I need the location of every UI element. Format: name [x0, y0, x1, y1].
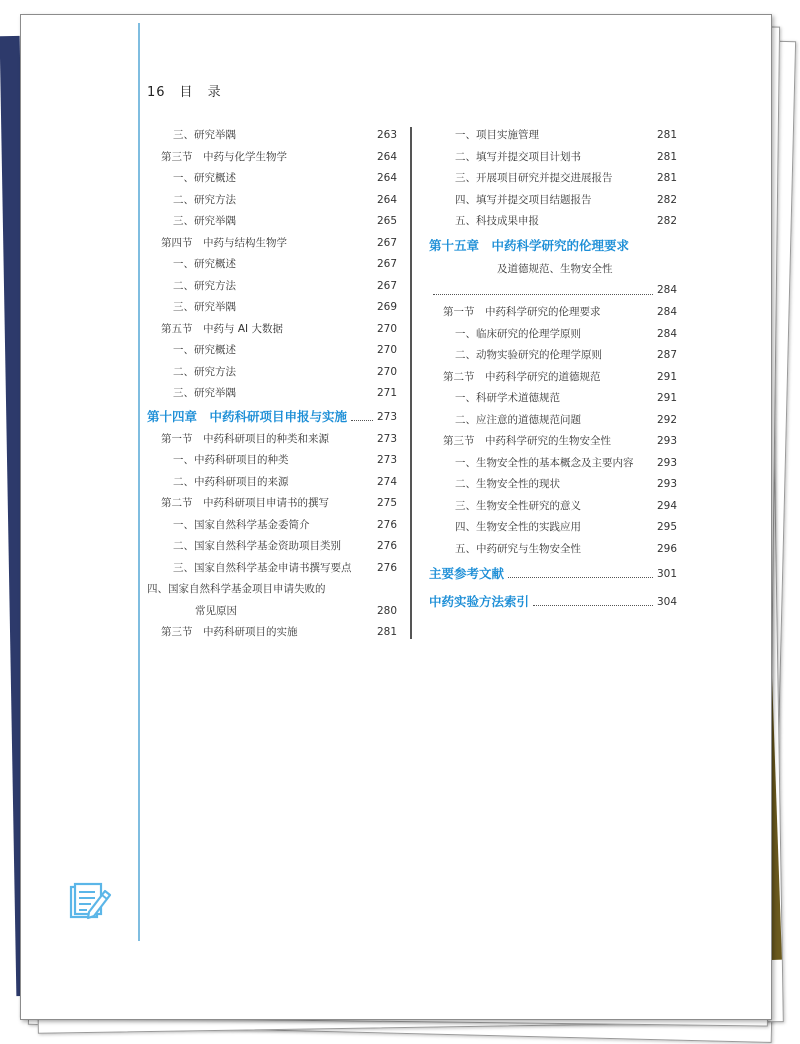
- toc-entry-title: 中药实验方法索引: [429, 594, 530, 609]
- toc-entry-page: 264: [376, 150, 397, 163]
- toc-entry-title: 一、研究概述: [173, 172, 236, 184]
- toc-entry-title: 及道德规范、生物安全性: [497, 262, 613, 275]
- toc-entry-title: 第十五章 中药科学研究的伦理要求: [429, 237, 630, 253]
- toc-entry-title: 一、生物安全性的基本概念及主要内容: [455, 456, 634, 469]
- toc-entry-page: 270: [376, 365, 397, 378]
- right-entry: [429, 410, 677, 432]
- toc-entry-title: 主要参考文献: [429, 566, 505, 581]
- toc-entry-page: 292: [656, 413, 677, 426]
- toc-entry-page: 291: [656, 370, 677, 383]
- left-entry: [147, 601, 397, 623]
- right-entry: [429, 302, 677, 324]
- right-entry: [429, 560, 677, 588]
- toc-entry-page: 294: [656, 499, 677, 512]
- toc-entry-page: 270: [376, 322, 397, 335]
- toc-entry-title: 二、国家自然科学基金资助项目类别: [173, 540, 341, 552]
- toc-entry-title: 二、研究方法: [173, 279, 236, 292]
- toc-entry-title: 三、生物安全性研究的意义: [455, 499, 581, 512]
- toc-entry-page: 293: [656, 435, 677, 447]
- toc-entry-title: 第一节 中药科学研究的伦理要求: [443, 306, 601, 318]
- column-divider: [410, 127, 412, 639]
- toc-entry-title: 第五节 中药与 AI 大数据: [161, 322, 283, 335]
- toc-entry-title: 第十四章 中药科研项目申报与实施: [147, 408, 348, 424]
- toc-entry-page: 265: [376, 215, 397, 227]
- toc-entry-title: 五、科技成果申报: [455, 215, 539, 227]
- toc-entry-page: 291: [656, 392, 677, 404]
- toc-entry-title: 一、中药科研项目的种类: [173, 454, 289, 466]
- toc-entry-title: 二、生物安全性的现状: [455, 478, 560, 490]
- toc-entry-page: 287: [656, 349, 677, 361]
- toc-entry-page: 293: [656, 478, 677, 490]
- right-entry: [429, 367, 677, 389]
- dot-leader: [351, 420, 373, 421]
- toc-entry-page: 273: [376, 454, 397, 466]
- toc-entry-title: 一、研究概述: [173, 258, 236, 270]
- toc-entry-title: 三、研究举隅: [173, 129, 236, 141]
- left-entry: [147, 168, 397, 190]
- toc-left-column: [147, 125, 397, 644]
- toc-entry-page: 267: [376, 236, 397, 249]
- toc-entry-page: 267: [376, 258, 397, 270]
- dot-leader: [533, 605, 653, 606]
- toc-entry-title: 五、中药研究与生物安全性: [455, 542, 581, 555]
- toc-entry-title: 第三节 中药科学研究的生物安全性: [443, 435, 611, 447]
- toc-entry-page: 269: [376, 301, 397, 313]
- toc-entry-page: 276: [376, 540, 397, 552]
- left-entry: [147, 125, 397, 147]
- right-entry: [429, 345, 677, 367]
- toc-right-column: [429, 125, 677, 616]
- toc-entry-page: 284: [656, 306, 677, 318]
- header-title-1: 目: [179, 85, 194, 100]
- left-entry: [147, 190, 397, 212]
- toc-entry-page: 282: [656, 215, 677, 227]
- right-entry: [429, 496, 677, 518]
- toc-entry-page: 282: [656, 193, 677, 206]
- toc-entry-page: 301: [656, 568, 677, 580]
- left-entry: [147, 211, 397, 233]
- toc-entry-title: 四、填写并提交项目结题报告: [455, 193, 592, 206]
- left-entry: [147, 515, 397, 537]
- toc-entry-title: 二、应注意的道德规范问题: [455, 413, 581, 426]
- toc-entry-title: 三、研究举隅: [173, 301, 236, 313]
- dot-leader: [508, 577, 653, 578]
- right-entry: [429, 539, 677, 561]
- toc-entry-title: 三、开展项目研究并提交进展报告: [455, 172, 613, 184]
- left-entry: [147, 429, 397, 451]
- toc-entry-title: 第四节 中药与结构生物学: [161, 236, 287, 249]
- left-entry: [147, 297, 397, 319]
- right-entry: [429, 233, 677, 259]
- left-entry: [147, 493, 397, 515]
- toc-entry-title: 一、国家自然科学基金委简介: [173, 518, 310, 531]
- right-entry: [429, 388, 677, 410]
- toc-entry-title: 三、研究举隅: [173, 387, 236, 399]
- right-entry: [429, 211, 677, 233]
- right-entry: [429, 125, 677, 147]
- right-entry: [429, 453, 677, 475]
- margin-rule: [138, 23, 140, 941]
- toc-entry-title: 二、研究方法: [173, 193, 236, 206]
- left-entry: [147, 383, 397, 405]
- toc-entry-title: 一、科研学术道德规范: [455, 392, 560, 404]
- right-entry: [429, 168, 677, 190]
- left-entry: [147, 276, 397, 298]
- toc-entry-page: 270: [376, 344, 397, 356]
- left-entry: [147, 362, 397, 384]
- notepad-pencil-icon: [65, 879, 113, 927]
- page-number: 16: [147, 85, 166, 100]
- left-entry: [147, 472, 397, 494]
- toc-entry-page: 304: [656, 596, 677, 608]
- toc-entry-page: 293: [656, 456, 677, 469]
- toc-entry-page: 281: [376, 626, 397, 638]
- toc-entry-title: 二、动物实验研究的伦理学原则: [455, 349, 602, 361]
- toc-entry-page: 276: [376, 518, 397, 531]
- toc-entry-page: 274: [376, 475, 397, 488]
- toc-entry-page: 264: [376, 172, 397, 184]
- left-entry: [147, 622, 397, 644]
- toc-entry-page: 263: [376, 129, 397, 141]
- left-entry: [147, 405, 397, 429]
- toc-entry-title: 二、研究方法: [173, 365, 236, 378]
- toc-entry-page: 273: [376, 410, 397, 423]
- toc-entry-title: 一、研究概述: [173, 344, 236, 356]
- toc-entry-page: 275: [376, 497, 397, 509]
- toc-entry-title: 四、生物安全性的实践应用: [455, 521, 581, 533]
- toc-entry-title: 二、中药科研项目的来源: [173, 475, 289, 488]
- toc-entry-title: 第三节 中药科研项目的实施: [161, 626, 298, 638]
- dot-leader: [433, 294, 653, 295]
- right-entry: [429, 147, 677, 169]
- toc-entry-page: 281: [656, 129, 677, 141]
- right-entry: [429, 280, 677, 302]
- left-entry: [147, 558, 397, 580]
- right-entry: [429, 190, 677, 212]
- toc-entry-page: 280: [376, 604, 397, 617]
- right-entry: [429, 259, 677, 281]
- toc-entry-page: 264: [376, 193, 397, 206]
- toc-entry-page: 284: [656, 327, 677, 340]
- toc-entry-page: 267: [376, 279, 397, 292]
- toc-entry-title: 第二节 中药科研项目申请书的撰写: [161, 497, 329, 509]
- running-header: [147, 81, 222, 100]
- toc-entry-title: 一、临床研究的伦理学原则: [455, 327, 581, 340]
- toc-entry-title: 常见原因: [195, 604, 237, 617]
- left-entry: [147, 450, 397, 472]
- left-entry: [147, 579, 397, 601]
- header-title-2: 录: [207, 85, 222, 100]
- toc-entry-title: 第二节 中药科学研究的道德规范: [443, 370, 601, 383]
- toc-entry-page: 295: [656, 521, 677, 533]
- left-entry: [147, 254, 397, 276]
- toc-entry-title: 四、国家自然科学基金项目申请失败的: [147, 583, 326, 595]
- toc-entry-title: 第一节 中药科研项目的种类和来源: [161, 432, 329, 445]
- left-entry: [147, 233, 397, 255]
- toc-entry-title: 二、填写并提交项目计划书: [455, 150, 581, 163]
- right-entry: [429, 588, 677, 616]
- toc-entry-page: 271: [376, 387, 397, 399]
- toc-entry-page: 273: [376, 432, 397, 445]
- right-entry: [429, 474, 677, 496]
- toc-entry-page: 276: [376, 561, 397, 574]
- right-entry: [429, 517, 677, 539]
- toc-entry-title: 一、项目实施管理: [455, 129, 539, 141]
- toc-entry-page: 296: [656, 542, 677, 555]
- toc-entry-page: 284: [656, 284, 677, 296]
- right-entry: [429, 431, 677, 453]
- toc-entry-title: 三、国家自然科学基金申请书撰写要点: [173, 561, 352, 574]
- left-entry: [147, 536, 397, 558]
- toc-entry-title: 三、研究举隅: [173, 215, 236, 227]
- left-entry: [147, 319, 397, 341]
- left-entry: [147, 147, 397, 169]
- toc-page: [20, 14, 772, 1020]
- toc-entry-title: 第三节 中药与化学生物学: [161, 150, 287, 163]
- left-entry: [147, 340, 397, 362]
- toc-entry-page: 281: [656, 172, 677, 184]
- toc-entry-page: 281: [656, 150, 677, 163]
- right-entry: [429, 324, 677, 346]
